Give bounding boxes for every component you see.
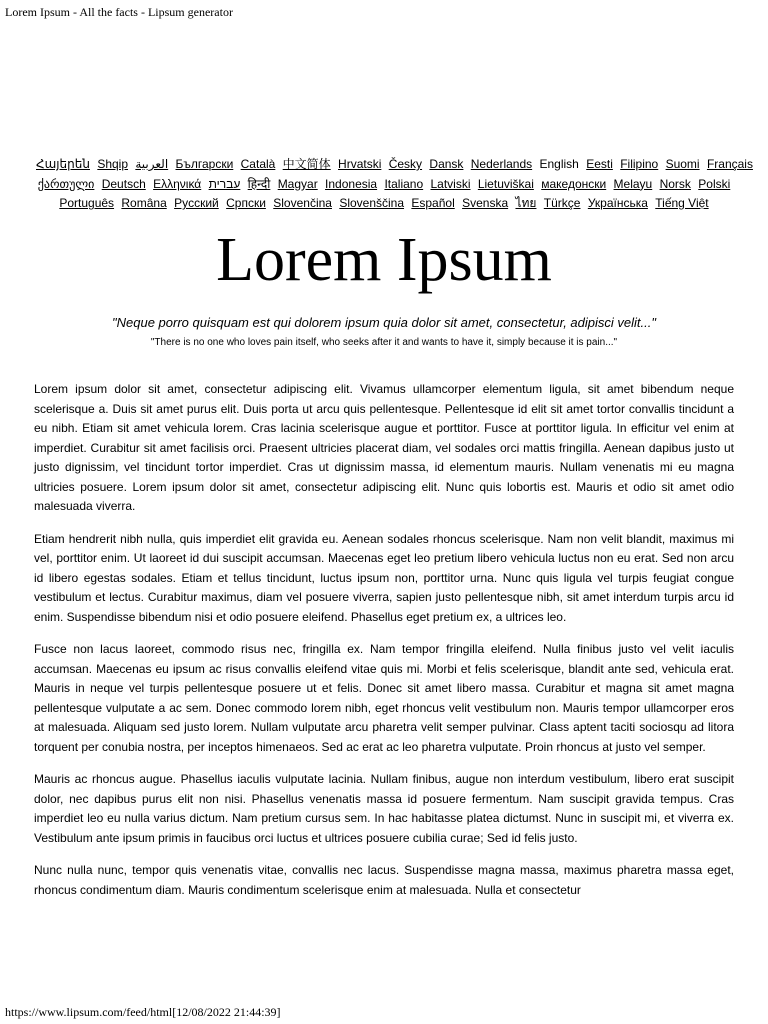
language-link[interactable]: Indonesia — [325, 176, 378, 191]
page-title: Lorem Ipsum — [216, 226, 552, 294]
language-link[interactable]: Latviski — [430, 176, 471, 191]
language-link[interactable]: Lietuviškai — [477, 176, 534, 191]
language-link[interactable]: ไทย — [515, 196, 537, 210]
language-link[interactable]: हिन्दी — [247, 176, 271, 191]
language-link[interactable]: Melayu — [613, 176, 653, 191]
language-link[interactable]: Norsk — [659, 176, 691, 191]
paragraph-2: Etiam hendrerit nibh nulla, quis imperdiet elit gravida eu. Aenean sodales rhoncus scelerisque. Nam non velit blandit, maximus mi vel, porttitor enim. Ut laoreet id dui suscipit accumsan. Maecenas eget leo pretium libero vehicula luctus non eu erat. Sed non arcu id libero egestas sodales. Etiam et tellus tincidunt, luctus ipsum non, porttitor urna. Nunc quis ligula vel turpis feugiat congue vestibulum et lectus. Curabitur maximus, diam vel posuere viverra, sapien justo pellentesque nibh, sit amet interdum turpis arcu id enim. Suspendisse bibendum nisi et odio posuere eleifend. Phasellus eget pretium ex, a ultrices leo. — [34, 531, 734, 624]
language-link[interactable]: Româna — [121, 196, 167, 210]
language-link[interactable]: Українська — [587, 196, 648, 210]
language-link[interactable]: Hrvatski — [338, 157, 382, 171]
language-link[interactable]: Italiano — [384, 176, 424, 191]
language-link[interactable]: עברית — [208, 176, 241, 191]
language-link[interactable]: Català — [240, 157, 276, 171]
paragraph-5: Nunc nulla nunc, tempor quis venenatis vitae, convallis nec lacus. Suspendisse magna massa, maximus pharetra massa eget, rhoncus condimentum diam. Mauris condimentum scelerisque enim at malesuada. Nulla et consectetur — [34, 863, 734, 897]
language-link[interactable]: Shqip — [97, 157, 129, 171]
language-row-1 — [34, 155, 753, 175]
language-link[interactable]: Français — [706, 157, 753, 171]
language-link[interactable]: Deutsch — [101, 176, 146, 191]
language-link[interactable]: Česky — [388, 157, 423, 171]
print-header: Lorem Ipsum - All the facts - Lipsum generator — [5, 5, 233, 19]
language-link[interactable]: Հայերեն — [36, 157, 90, 171]
latin-quote: "Neque porro quisquam est qui dolorem ipsum quia dolor sit amet, consectetur, adipisci velit..." — [112, 315, 656, 330]
language-link[interactable]: العربية — [135, 157, 169, 171]
language-nav — [34, 155, 753, 214]
language-link[interactable]: Slovenčina — [273, 196, 332, 210]
print-footer-url: https://www.lipsum.com/feed/html[12/08/2022 21:44:39] — [5, 1005, 281, 1019]
language-link[interactable]: Suomi — [665, 157, 700, 171]
language-link[interactable]: ქართული — [37, 176, 95, 191]
language-link[interactable]: Nederlands — [470, 157, 533, 171]
language-link[interactable]: Dansk — [429, 157, 464, 171]
language-link[interactable]: Svenska — [462, 196, 509, 210]
language-link[interactable]: Magyar — [277, 176, 318, 191]
language-link[interactable]: Español — [411, 196, 455, 210]
language-link[interactable]: Português — [59, 196, 115, 210]
language-link[interactable]: Pyccкий — [174, 196, 219, 210]
language-link[interactable]: Slovenščina — [339, 196, 405, 210]
language-link[interactable]: Türkçe — [543, 196, 581, 210]
lorem-ipsum-body — [34, 380, 734, 913]
language-link[interactable]: Српски — [226, 196, 266, 210]
language-link[interactable]: Eesti — [586, 157, 613, 171]
language-link[interactable]: Tiếng Việt — [655, 196, 709, 210]
paragraph-1: Lorem ipsum dolor sit amet, consectetur adipiscing elit. Vivamus ullamcorper elementum ligula, sit amet bibendum neque scelerisque a. Duis sit amet purus elit. Duis porta ut arcu quis pellentesque. Pellentesque id elit sit amet tortor convallis tincidunt a eu nibh. Etiam sit amet vehicula lorem. Cras lacinia scelerisque augue et porttitor. Fusce at porttitor ligula. In efficitur vel enim at imperdiet. Curabitur sit amet facilisis orci. Praesent ultricies placerat diam, vel sodales orci mattis fringilla. Aenean dapibus justo ut justo dignissim, vel tincidunt tortor imperdiet. Cras ut dignissim massa, id elementum mauris. Nullam venenatis mi eu magna ultricies posuere. Lorem ipsum dolor sit amet, consectetur adipiscing elit. Nunc quis lobortis est. Mauris et odio sit amet odio malesuada viverra. — [34, 382, 734, 513]
language-row-3 — [34, 194, 734, 214]
language-row-2 — [34, 175, 734, 195]
language-link[interactable]: 中文简体 — [282, 157, 331, 171]
paragraph-4: Mauris ac rhoncus augue. Phasellus iaculis vulputate lacinia. Nullam finibus, augue non interdum vestibulum, libero erat suscipit dolor, nec dapibus purus elit non nisi. Phasellus venenatis massa id posuere fermentum. Nam suscipit gravida tempus. Cras imperdiet leo eu nulla varius dictum. Nam pretium cursus sem. In hac habitasse platea dictumst. Nunc in suscipit mi, et viverra ex. Vestibulum ante ipsum primis in faucibus orci luctus et ultrices posuere cubilia curae; Sed id felis justo. — [34, 772, 734, 845]
english-quote: "There is no one who loves pain itself, who seeks after it and wants to have it, simply because it is pain..." — [150, 337, 618, 348]
language-link[interactable]: Ελληνικά — [153, 176, 202, 191]
language-link[interactable]: Български — [175, 157, 234, 171]
language-link[interactable]: Filipino — [620, 157, 659, 171]
paragraph-3: Fusce non lacus laoreet, commodo risus nec, fringilla ex. Nam tempor fringilla eleifend. Nulla finibus justo vel velit iaculis accumsan. Maecenas eu ipsum ac risus convallis eleifend vitae quis mi. Morbi et felis scelerisque, blandit ante sed, vehicula erat. Mauris in neque vel turpis pellentesque posuere ut et felis. Donec sit amet libero massa. Curabitur et magna sit amet magna pellentesque vulputate a ac sem. Donec commodo lorem nibh, eget rhoncus velit vestibulum non. Mauris tempor ullamcorper eros at malesuada. Aliquam sed justo lorem. Nullam vulputate arcu pharetra velit semper pulvinar. Class aptent taciti sociosqu ad litora torquent per conubia nostra, per inceptos himenaeos. Sed ac erat ac leo pharetra vulputate. Proin rhoncus at justo vel semper. — [34, 642, 734, 754]
language-link[interactable]: македонски — [541, 176, 607, 191]
language-current: English — [539, 157, 579, 171]
language-link[interactable]: Polski — [698, 176, 731, 191]
